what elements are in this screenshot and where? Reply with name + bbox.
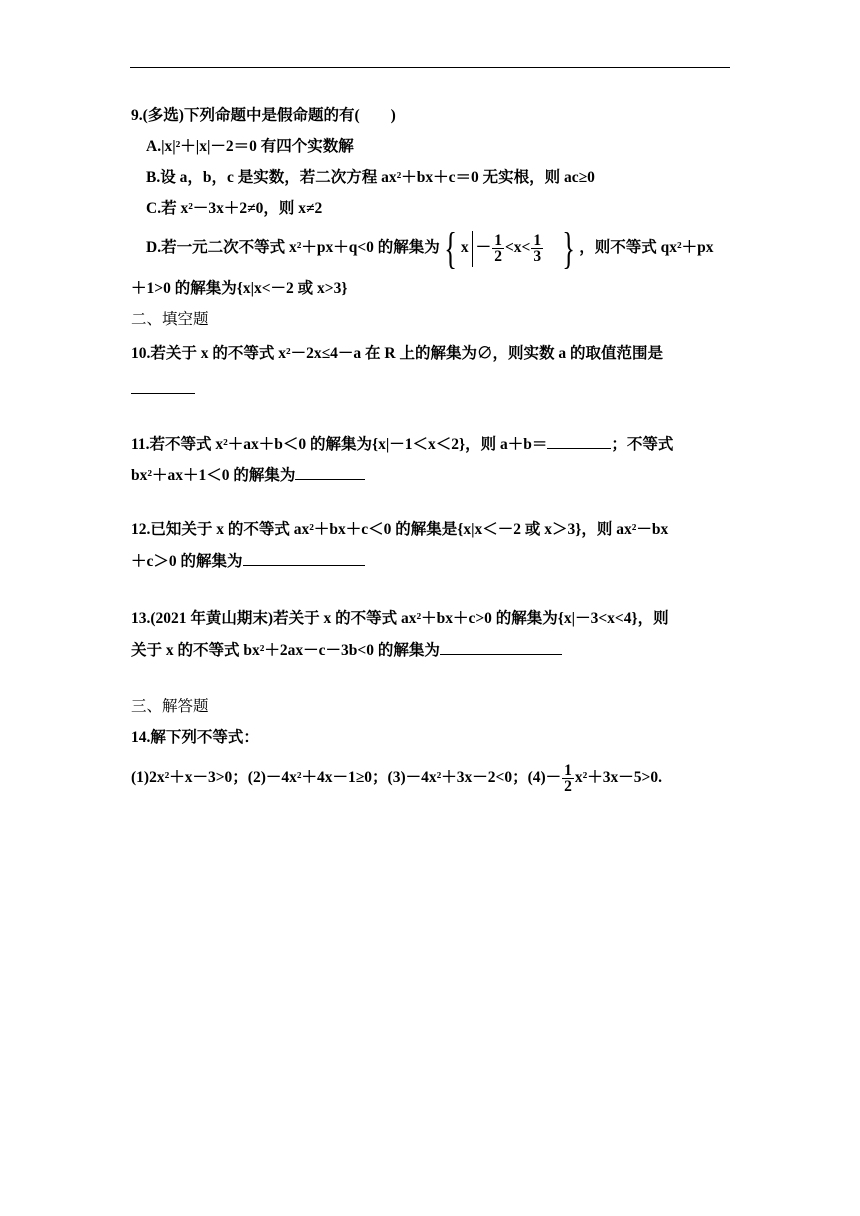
q9-option-b: B.设 a，b，c 是实数，若二次方程 ax²＋bx＋c＝0 无实根，则 ac≥0 (146, 169, 595, 186)
right-brace: } (562, 223, 576, 273)
fraction-denominator: 2 (564, 777, 572, 795)
q11-blank-1 (547, 434, 611, 449)
q11-text-c: bx²＋ax＋1＜0 的解集为 (131, 467, 296, 484)
q11-blank-2 (295, 465, 365, 480)
q9-option-a: A.|x|²＋|x|－2＝0 有四个实数解 (146, 138, 354, 155)
q13-line1: 13.(2021 年黄山期末)若关于 x 的不等式 ax²＋bx＋c>0 的解集为{x|－3<x<4}，则 (131, 610, 669, 627)
section-solve-title: 三、解答题 (131, 698, 209, 715)
q11-text-b: ；不等式 (611, 436, 674, 453)
q9-option-d (146, 223, 714, 273)
set-variable: x (460, 239, 469, 257)
q12-line1: 12.已知关于 x 的不等式 ax²＋bx＋c＜0 的解集是{x|x＜－2 或 x＞3}，则 ax²－bx (131, 521, 669, 538)
section-fill-in-title: 二、填空题 (131, 311, 209, 328)
inequality-text: <x< (504, 239, 531, 257)
q14-stem: 14.解下列不等式： (131, 729, 259, 746)
q14-text-b: x²＋3x－5>0. (574, 769, 663, 786)
q14-inequalities (131, 760, 662, 796)
q9-option-d-line2: ＋1>0 的解集为{x|x<－2 或 x>3} (131, 280, 348, 297)
q9-option-d-suffix: ，则不等式 qx²＋px (579, 239, 714, 256)
fraction-denominator: 3 (533, 248, 542, 266)
q12-blank (243, 551, 365, 566)
q11-text-a: 11.若不等式 x²＋ax＋b＜0 的解集为{x|－1＜x＜2}，则 a＋b＝ (131, 436, 548, 453)
fraction-half (562, 763, 574, 794)
left-brace: { (444, 223, 457, 273)
fraction-half (492, 233, 504, 264)
minus-sign: － (475, 239, 492, 257)
fraction-denominator: 2 (494, 248, 502, 266)
q13-blank (440, 640, 562, 655)
set-bar (472, 231, 473, 267)
q9-option-c: C.若 x²－3x＋2≠0，则 x≠2 (146, 200, 323, 217)
q12-line2 (131, 551, 365, 572)
fraction-numerator: 1 (533, 232, 542, 250)
fraction-numerator: 1 (494, 232, 502, 250)
q10-text: 10.若关于 x 的不等式 x²－2x≤4－a 在 R 上的解集为∅，则实数 a 的取值范围是 (131, 345, 663, 362)
q10-answer-blank (131, 379, 195, 400)
q11-line1 (131, 434, 673, 455)
q11-line2 (131, 465, 365, 486)
q12-text: ＋c＞0 的解集为 (131, 553, 243, 570)
q14-text-a: (1)2x²＋x－3>0；(2)－4x²＋4x－1≥0；(3)－4x²＋3x－2<0；(4)－ (131, 769, 562, 786)
q9-option-d-set (440, 223, 579, 273)
q9-option-d-prefix: D.若一元二次不等式 x²＋px＋q<0 的解集为 (146, 239, 440, 256)
q13-text: 关于 x 的不等式 bx²＋2ax－c－3b<0 的解集为 (131, 642, 440, 659)
q13-line2 (131, 640, 562, 661)
header-rule (130, 67, 730, 68)
fraction-third (531, 233, 543, 264)
fraction-numerator: 1 (564, 761, 572, 779)
q9-stem: 9.(多选)下列命题中是假命题的有( ) (131, 107, 396, 124)
